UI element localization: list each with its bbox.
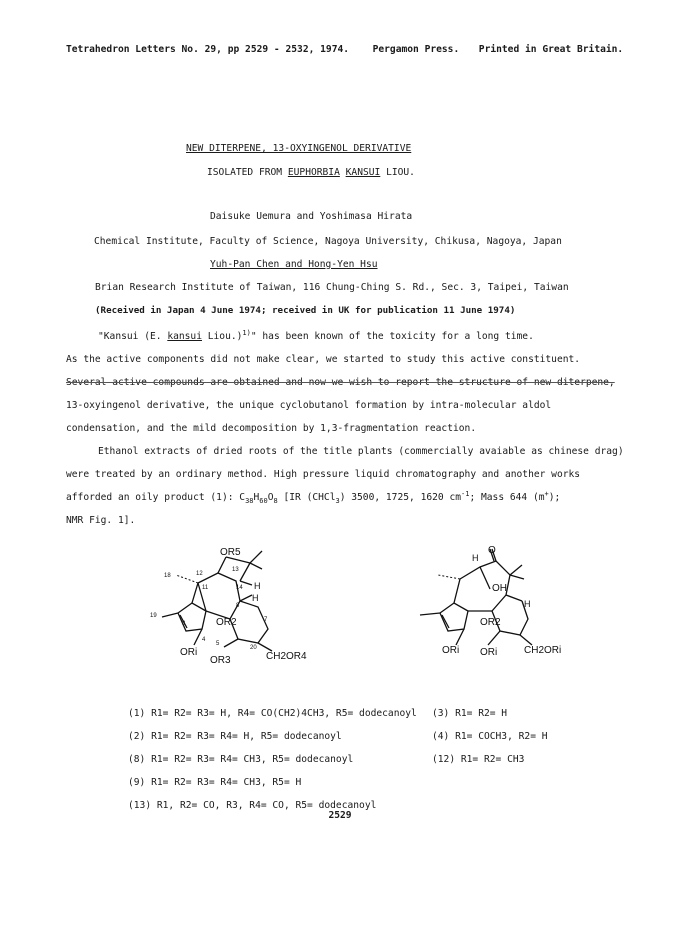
subscript: 38 [245, 496, 254, 505]
subscript: 3 [335, 496, 340, 505]
compound-4: (4) R1= COCH3, R2= H [432, 731, 548, 742]
text: Liou.) [201, 331, 243, 342]
text: O [267, 492, 274, 503]
label-11: 11 [202, 585, 209, 591]
paragraph-2-line-1: Ethanol extracts of dried roots of the title plants (commercially avaiable as chinese drag) [98, 446, 624, 457]
affiliation-2: Brian Research Institute of Taiwan, 116 Chung-Ching S. Rd., Sec. 3, Taipei, Taiwan [95, 282, 569, 293]
label-ch2or4: CH2OR4 [266, 651, 307, 662]
label-or5: OR5 [220, 547, 241, 558]
compound-9: (9) R1= R2= R3= R4= CH3, R5= H [128, 777, 302, 788]
text: ); [548, 492, 561, 503]
label-13: 13 [232, 567, 239, 573]
label-h: H [472, 553, 479, 563]
compound-8: (8) R1= R2= R3= R4= CH3, R5= dodecanoyl [128, 754, 354, 765]
paragraph-2-line-3 [66, 489, 561, 505]
running-header [66, 44, 623, 56]
label-h2: H [252, 593, 259, 603]
text: [IR (CHCl [277, 492, 336, 503]
printed-in: Printed in Great Britain. [478, 44, 624, 55]
received-dates: (Received in Japan 4 June 1974; received in UK for publication 11 June 1974) [95, 305, 516, 316]
authors-2: Yuh-Pan Chen and Hong-Yen Hsu [210, 259, 378, 270]
label-ch2or1: CH2ORi [524, 645, 562, 656]
body-line-4: 13-oxyingenol derivative, the unique cyclobutanol formation by intra-molecular aldol [66, 400, 552, 411]
label-19: 19 [150, 613, 157, 619]
label-h1: H [254, 581, 261, 591]
label-or2: OR2 [480, 617, 501, 628]
paragraph-2-line-4: NMR Fig. 1]. [66, 515, 136, 526]
text: H [253, 492, 260, 503]
text: afforded an oily product (1): C [66, 492, 246, 503]
species-ref: kansui [167, 331, 202, 342]
label-3: 3 [182, 621, 186, 627]
text: ; Mass 644 (m [469, 492, 545, 503]
label-h2: H [524, 599, 531, 609]
paper-title: NEW DITERPENE, 13-OXYINGENOL DERIVATIVE [186, 143, 412, 154]
subscript: 8 [273, 496, 278, 505]
compound-3: (3) R1= R2= H [432, 708, 508, 719]
paragraph-2-line-2: were treated by an ordinary method. High pressure liquid chromatography and another works [66, 469, 581, 480]
body-line-2: As the active components did not make clear, we started to study this active constituent. [66, 354, 581, 365]
compound-1: (1) R1= R2= R3= H, R4= CO(CH2)4CH3, R5= dodecanoyl [128, 708, 417, 719]
title-text-end: LIOU. [380, 167, 415, 178]
label-or1b: ORi [480, 647, 498, 658]
superscript: + [544, 489, 549, 498]
superscript: -1 [461, 489, 470, 498]
structure-left [140, 545, 360, 695]
paragraph-1-line-1 [98, 328, 534, 343]
journal-citation: Tetrahedron Letters No. 29, pp 2529 - 2532, 1974. [66, 44, 350, 55]
text: ) 3500, 1725, 1620 cm [339, 492, 461, 503]
label-or1: ORi [180, 647, 198, 658]
affiliation-1: Chemical Institute, Faculty of Science, Nagoya University, Chikusa, Nagoya, Japan [94, 236, 562, 247]
label-20: 20 [250, 645, 257, 651]
page-number: 2529 [328, 810, 352, 821]
reference-marker: 1) [242, 328, 251, 337]
species-genus: EUPHORBIA [287, 167, 340, 178]
label-or1a: ORi [442, 645, 460, 656]
label-or3: OR3 [210, 655, 231, 666]
compound-2: (2) R1= R2= R3= R4= H, R5= dodecanoyl [128, 731, 342, 742]
label-or2: OR2 [216, 617, 237, 628]
text: " has been known of the toxicity for a long time. [250, 331, 534, 342]
body-line-5: condensation, and the mild decomposition by 1,3-fragmentation reaction. [66, 423, 477, 434]
label-o: O [488, 545, 496, 556]
label-5: 5 [216, 641, 220, 647]
label-14: 14 [236, 585, 243, 591]
authors-1: Daisuke Uemura and Yoshimasa Hirata [210, 211, 413, 222]
body-line-3: Several active compounds are obtained and now we wish to report the structure of new diterpene, [66, 377, 615, 388]
title-line-1 [186, 143, 411, 155]
structure-right [400, 545, 620, 695]
label-7: 7 [264, 617, 268, 623]
subscript: 60 [259, 496, 268, 505]
title-line-2 [207, 167, 415, 179]
compound-legend-right [432, 708, 548, 777]
label-18: 18 [164, 573, 171, 579]
label-8: 8 [236, 603, 240, 609]
text: "Kansui (E. [98, 331, 168, 342]
label-12: 12 [196, 571, 203, 577]
title-text: ISOLATED FROM [207, 167, 288, 178]
label-oh: OH [492, 583, 507, 594]
compound-legend-left [128, 708, 417, 823]
species-epithet: KANSUI [345, 167, 381, 178]
compound-12: (12) R1= R2= CH3 [432, 754, 525, 765]
label-4: 4 [202, 637, 206, 643]
publisher: Pergamon Press. [372, 44, 460, 55]
compound-13: (13) R1, R2= CO, R3, R4= CO, R5= dodecanoyl [128, 800, 377, 811]
